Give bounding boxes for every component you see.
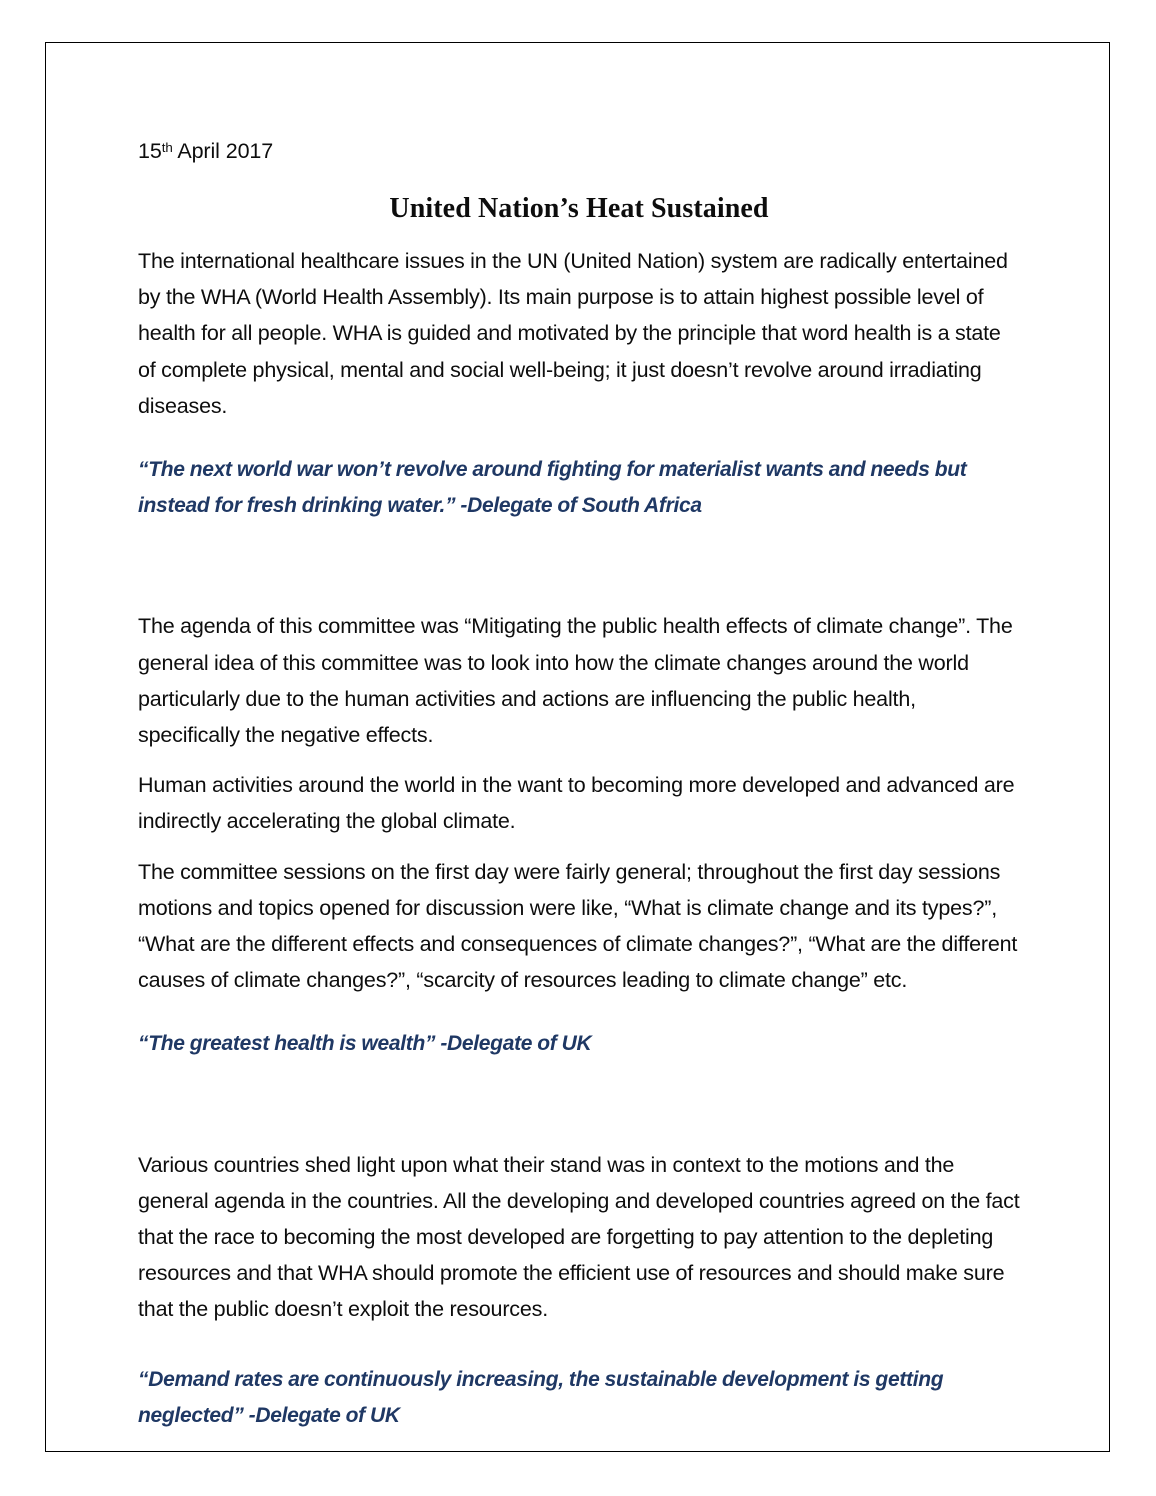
- paragraph-agenda: The agenda of this committee was “Mitigating the public health effects of climate change”. The general idea of this committee was to look into how the climate changes around the world particularly due to the human activities and actions are influencing the public health, specifically the negative effects.: [138, 614, 1013, 748]
- spacer: [138, 1063, 1020, 1147]
- spacer: [138, 524, 1020, 608]
- paragraph-various-countries: Various countries shed light upon what their stand was in context to the motions and the general agenda in the countries. All the developing and developed countries agreed on the fact that the race to becoming the most developed are forgetting to pay attention to the depleting resources and that WHA should promote the efficient use of resources and should make sure that the public doesn’t exploit the resources.: [138, 1152, 1020, 1322]
- date-month-year: April 2017: [172, 139, 274, 163]
- paragraph-human-activities: Human activities around the world in the want to becoming more developed and advanced are indirectly accelerating the global climate.: [138, 773, 1015, 834]
- date-ordinal-suffix: th: [161, 140, 173, 156]
- quote-uk-health-wealth: “The greatest health is wealth” -Delegate of UK: [138, 1032, 592, 1056]
- document-body: [138, 133, 1020, 1434]
- spacer: [138, 1342, 1020, 1362]
- quote-uk-demand-rates: “Demand rates are continuously increasing, the sustainable development is getting neglected” -Delegate of UK: [138, 1367, 944, 1427]
- spacer: [138, 438, 1020, 452]
- paragraph-committee-sessions: The committee sessions on the first day were fairly general; throughout the first day sessions motions and topics opened for discussion were like, “What is climate change and its types?”, “What are the different effects and consequences of climate changes?”, “What are the different causes of climate changes?”, “scarcity of resources leading to climate change” etc.: [138, 859, 1018, 993]
- date-day-number: 15: [138, 139, 162, 163]
- page-title: United Nation’s Heat Sustained: [389, 193, 769, 224]
- paragraph-intro: The international healthcare issues in the UN (United Nation) system are radically entertained by the WHA (World Health Assembly). Its main purpose is to attain highest possible level of health for all people. WHA is guided and motivated by the principle that word health is a state of complete physical, mental and social well-being; it just doesn’t revolve around irradiating diseases.: [138, 249, 1008, 418]
- quote-south-africa: “The next world war won’t revolve around fighting for materialist wants and needs but instead for fresh drinking water.” -Delegate of South Africa: [138, 458, 967, 518]
- document-page: [45, 42, 1110, 1452]
- spacer: [138, 1012, 1020, 1026]
- document-date: [138, 133, 1020, 169]
